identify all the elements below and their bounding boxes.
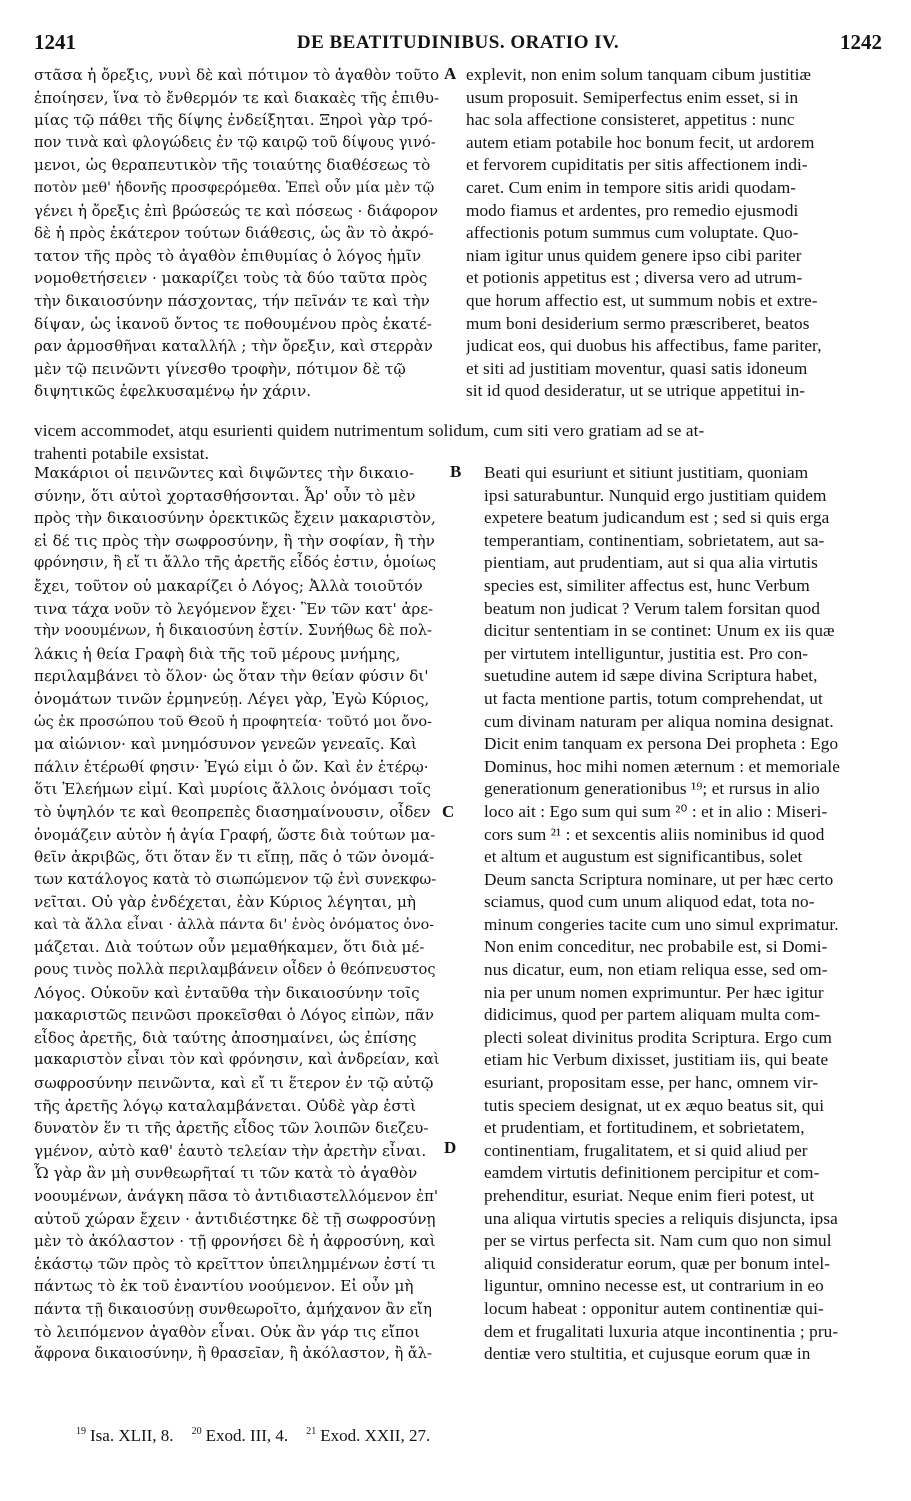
latin-text-line: niam igitur unus quidem genere ipso cibi pariter	[466, 245, 802, 265]
latin-text-line: Dicit enim tanquam ex persona Dei propheta : Ego	[484, 734, 839, 754]
greek-column-bottom	[34, 462, 439, 1366]
greek-text-line: πάλιν ἑτέρωθί φησιν· Ἐγώ εἰμι ὁ ὤν. Καὶ ἐν ἑτέρῳ·	[34, 757, 429, 776]
latin-text-line: cors sum ²¹ : et sexcentis aliis nominibus id quod	[484, 824, 825, 844]
greek-text-line: πρὸς τὴν δικαιοσύνην ὀρεκτικῶς ἔχειν μακαριστὸν,	[34, 509, 436, 528]
latin-text-line: dem et frugalitati luxuria atque incontinentia ; pru-	[484, 1321, 839, 1341]
greek-text-line: ἔχει, τοῦτον οὐ μακαρίζει ὁ Λόγος; Ἀλλὰ τοιοῦτόν	[34, 576, 423, 595]
section-marker-b: B	[450, 462, 462, 481]
greek-text-line: των κατάλογος κατὰ τὸ σιωπώμενον τῷ ἑνὶ συνεκφω-	[34, 870, 437, 888]
greek-text-line: ὡς ἐκ προσώπου τοῦ Θεοῦ ἡ προφητεία· τοῦτό μοι ὄνο-	[34, 713, 432, 730]
greek-text-line: τὴν δικαιοσύνην πάσχοντας, τήν πεῖνάν τε καὶ τὴν	[34, 291, 430, 310]
greek-text-line: πάντως τὸ ἐκ τοῦ ἐναντίου νοούμενον. Εἰ οὖν μὴ	[34, 1277, 414, 1296]
greek-text-line: ὅτι Ἐλεήμων εἰμί. Καὶ μυρίοις ἄλλοις ὀνόμασι τοῖς	[34, 780, 432, 799]
greek-column-top	[34, 64, 439, 403]
latin-text-line: suetudine autem id sæpe divina Scriptura habet,	[484, 666, 818, 686]
latin-text-line: loco ait : Ego sum qui sum ²⁰ : et in alio : Miseri-	[484, 801, 828, 821]
latin-text-line: prehenditur, esuriat. Neque enim fieri potest, ut	[484, 1186, 815, 1205]
latin-text-line: et siti ad justitiam moventur, quasi satis idoneum	[466, 358, 808, 378]
greek-text-line: μίας τῷ πάθει τῆς δίψης ἐνδείξηται. Ξηροὶ γὰρ τρό-	[34, 111, 433, 130]
greek-text-line: ρους τινὸς πολλὰ περιλαμβάνειν οἶδεν ὁ θεόπνευστος	[34, 961, 436, 979]
section-marker-a: A	[444, 64, 457, 83]
latin-text-line: pientiam, aut prudentiam, aut si qua alia virtutis	[484, 553, 818, 573]
greek-text-line: δίψαν, ὡς ἱκανοῦ ὄντος τε ποθουμένου πρὸς ἑκατέ-	[34, 314, 432, 333]
latin-text-line: caret. Cum enim in tempore sitis aridi quodam-	[466, 177, 797, 197]
footnote	[76, 1426, 174, 1445]
latin-text-line: expetere beatum judicandum est ; sed si quis erga	[484, 508, 830, 528]
greek-text-line: Ὧ γὰρ ἂν μὴ συνθεωρῆταί τι τῶν κατὰ τὸ ἀγαθὸν	[34, 1164, 418, 1183]
latin-text-line: Beati qui esuriunt et sitiunt justitiam, quoniam	[484, 463, 809, 482]
greek-text-line: ἄφρονα δικαιοσύνην, ἢ θρασεῖαν, ἢ ἀκόλαστον, ἢ ἄλ-	[34, 1345, 432, 1363]
latin-text-line: una aliqua virtutis species a reliquis disjuncta, ipsa	[484, 1208, 838, 1228]
greek-text-line: σωφροσύνην πεινῶντα, καὶ εἴ τι ἕτερον ἐν τῷ αὐτῷ	[34, 1074, 434, 1093]
greek-text-line: Λόγος. Οὐκοῦν καὶ ἐνταῦθα τὴν δικαιοσύνην τοῖς	[34, 983, 420, 1002]
footnote-number: 21	[306, 1426, 317, 1438]
latin-text-line: didicimus, quod per partem aliquam multa com-	[484, 1005, 821, 1025]
latin-text-line: liguntur, omnino necesse est, ut contrarium in eo	[484, 1276, 824, 1296]
latin-text-line: Non enim conceditur, nec probabile est, si Domi-	[484, 937, 828, 957]
greek-text-line: εἰ δέ τις πρὸς τὴν σωφροσύνην, ἢ τὴν σοφίαν, ἢ τὴν	[34, 531, 435, 550]
latin-text-line: et prudentiam, et fortitudinem, et sobrietatem,	[484, 1118, 805, 1138]
latin-text-line: plecti soleat divinitus prodita Scriptura. Ergo cum	[484, 1027, 832, 1047]
latin-text-line: tutis speciem designat, ut ex æquo beatus sit, qui	[484, 1095, 825, 1115]
greek-text-line: σύνην, ὅτι αὐτοὶ χορτασθήσονται. Ἆρ' οὖν τὸ μὲν	[34, 486, 416, 505]
greek-text-line: αὐτοῦ χώραν ἔχειν · ἀντιδιέστηκε δὲ τῇ σωφροσύνῃ	[34, 1209, 436, 1228]
greek-text-line: μενοι, ὡς θεραπευτικὸν τῆς τοιαύτης διαθέσεως τὸ	[34, 156, 431, 175]
spanning-latin-lines	[34, 420, 884, 465]
latin-text-line: sit id quod desideratur, ut se utrique appetitui in-	[466, 381, 806, 401]
footnotes	[76, 1426, 676, 1446]
greek-text-line: καὶ τὰ ἄλλα εἶναι · ἀλλὰ πάντα δι' ἑνὸς ὀνόματος ὀνο-	[34, 916, 435, 933]
latin-text-line: Dominus, hoc mihi nomen æternum : et memoriale	[484, 756, 840, 776]
greek-text-line: Μακάριοι οἱ πεινῶντες καὶ διψῶντες τὴν δικαιο-	[34, 464, 414, 482]
greek-text-line: δυνατὸν ἕν τι τῆς ἀρετῆς εἶδος τῶν λοιπῶν διεζευ-	[34, 1119, 429, 1138]
greek-text-line: περιλαμβάνει τὸ ὅλον· ὡς ὅταν τὴν θείαν φύσιν δι'	[34, 667, 429, 686]
greek-text-line: μακαριστὸν εἶναι τὸν καὶ φρόνησιν, καὶ ἀνδρείαν, καὶ	[34, 1051, 439, 1069]
latin-text-line: eamdem virtutis definitionem percipitur et com-	[484, 1163, 820, 1183]
latin-text-line: Deum sancta Scriptura nominare, ut per hæc certo	[484, 869, 834, 889]
page-number-right: 1242	[840, 30, 882, 54]
greek-text-line: τινα τάχα νοῦν τὸ λεγόμενον ἔχει· Ἓν τῶν κατ' ἀρε-	[34, 599, 434, 618]
latin-text-line: ut facta mentione partis, totum comprehendat, ut	[484, 688, 823, 708]
latin-text-line: generationum generationibus ¹⁹; et rursus in alio	[484, 779, 820, 799]
footnote-reference: Exod. III, 4.	[205, 1426, 289, 1445]
greek-text-line: τὸ λειπόμενον ἀγαθὸν εἶναι. Οὐκ ἂν γάρ τις εἴποι	[34, 1322, 420, 1341]
greek-text-line: φρόνησιν, ἢ εἴ τι ἄλλο τῆς ἀρετῆς εἶδός ἐστιν, ὁμοίως	[34, 554, 437, 572]
running-title: DE BEATITUDINIBUS. ORATIO IV.	[296, 32, 620, 53]
footnote-reference: Isa. XLII, 8.	[90, 1426, 174, 1445]
latin-text-line: judicat eos, qui duobus his affectibus, fame pariter,	[466, 336, 822, 356]
latin-text-line: minum congeries tacite cum uno simul exprimatur.	[484, 914, 839, 934]
greek-text-line: μὲν τῷ πεινῶντι γίνεσθο τροφὴν, πότιμον δὲ τῷ	[34, 359, 406, 378]
latin-text-line: affectionis potum summus cum voluptate. Quo-	[466, 223, 799, 243]
page-number-left: 1241	[34, 30, 76, 54]
greek-text-line: νομοθετήσειεν · μακαρίζει τοὺς τὰ δύο ταῦτα πρὸς	[34, 269, 428, 288]
latin-text-line: mum boni desiderium sermo præscriberet, beatos	[466, 313, 810, 333]
latin-text-line: temperantiam, continentiam, sobrietatem, aut sa-	[484, 530, 825, 550]
greek-text-line: μὲν τὸ ἀκόλαστον · τῇ φρονήσει δὲ ἡ ἀφροσύνη, καὶ	[34, 1232, 436, 1251]
greek-text-line: λάκις ἡ θεία Γραφὴ διὰ τῆς τοῦ μέρους μνήμης,	[34, 644, 401, 663]
greek-text-line: θεῖν ἀκριβῶς, ὅτι ὅταν ἕν τι εἴπῃ, πᾶς ὁ τῶν ὀνομά-	[34, 848, 435, 867]
latin-text-line: et fervorem cupiditatis per sitis affectionem indi-	[466, 155, 808, 175]
footnote-reference: Exod. XXII, 27.	[320, 1426, 431, 1445]
greek-text-line: δὲ ἡ πρὸς ἑκάτερον τούτων διάθεσις, ὡς ἂν τὸ ἀκρό-	[34, 224, 434, 243]
section-marker-c: C	[442, 802, 455, 821]
greek-text-line: νεῖται. Οὐ γὰρ ἐνδέχεται, ἐὰν Κύριος λέγηται, μὴ	[34, 893, 416, 912]
latin-text-line: vicem accommodet, atqu esurienti quidem nutrimentum solidum, cum siti vero gratiam ad se at-	[34, 421, 705, 440]
latin-text-line: species est, similiter affectus est, hunc Verbum	[484, 575, 810, 595]
greek-text-line: μα αἰώνιον· καὶ μνημόσυνον γενεῶν γενεαῖς. Καὶ	[34, 735, 418, 754]
latin-text-line: esuriant, propositam esse, per hanc, omnem vir-	[484, 1073, 819, 1093]
section-marker-d: D	[444, 1138, 457, 1157]
latin-text-line: trahenti potabile exsistat.	[34, 443, 210, 463]
latin-text-line: et potionis appetitus est ; diversa vero ad utrum-	[466, 268, 803, 288]
latin-text-line: dicitur sententiam in se continet: Unum ex iis quæ	[484, 621, 835, 641]
greek-text-line: ἐποίησεν, ἵνα τὸ ἔνθερμόν τε καὶ διακαὲς τῆς ἐπιθυ-	[34, 88, 439, 107]
greek-text-line: πον τινὰ καὶ φλογώδεις ἐν τῷ καιρῷ τοῦ δίψους γινό-	[34, 133, 436, 151]
greek-text-line: μακαριστῶς πεινῶσι προκεῖσθαι ὁ Λόγος εἰπὼν, πᾶν	[34, 1006, 434, 1025]
latin-text-line: per virtutem intelliguntur, justitia est. Pro con-	[484, 643, 809, 663]
latin-text-line: beatum non judicat ? Verum talem forsitan quod	[484, 598, 821, 618]
greek-text-line: μάζεται. Διὰ τούτων οὖν μεμαθήκαμεν, ὅτι διὰ μέ-	[34, 938, 425, 957]
greek-text-line: ποτὸν μεθ' ἡδονῆς προσφερόμεθα. Ἐπεὶ οὖν μία μὲν τῷ	[34, 179, 435, 196]
footnote-number: 20	[191, 1426, 202, 1438]
greek-text-line: ὀνομάτων τινῶν ἑρμηνεύῃ. Λέγει γὰρ, Ἐγὼ Κύριος,	[34, 689, 430, 708]
latin-text-line: sciamus, quod cum unum aliquod edat, tota no-	[484, 892, 815, 912]
latin-text-line: hac sola affectione consisteret, appetitus : nunc	[466, 110, 795, 130]
greek-text-line: τῆς ἀρετῆς λόγῳ καταλαμβάνεται. Οὐδὲ γὰρ ἐστὶ	[34, 1096, 417, 1115]
latin-text-line: que horum affectio est, ut summum nobis et extre-	[466, 290, 818, 310]
latin-text-line: nus dicatur, eum, non etiam reliqua esse, sed om-	[484, 960, 828, 980]
greek-text-line: ὀνομάζειν αὐτὸν ἡ ἁγία Γραφή, ὥστε διὰ τούτων μα-	[34, 825, 436, 844]
greek-text-line: εἶδος ἀρετῆς, διὰ ταύτης ἀποσημαίνει, ὡς ἐπίσης	[34, 1028, 417, 1047]
greek-text-line: πάντα τῇ δικαιοσύνῃ συνθεωροῖτο, ἀμήχανον ἂν εἴη	[34, 1299, 432, 1318]
latin-text-line: locum habeat : opponitur autem continentiæ qui-	[484, 1298, 824, 1318]
greek-text-line: στᾶσα ἡ ὄρεξις, νυνὶ δὲ καὶ πότιμον τὸ ἀγαθὸν τοῦτο	[34, 66, 439, 84]
latin-text-line: ipsi saturabuntur. Nunquid ergo justitiam quidem	[484, 485, 827, 505]
latin-text-line: per se virtus perfecta sit. Nam cum quo non simul	[484, 1231, 832, 1251]
latin-text-line: etiam hic Verbum dixisset, justitiam iis, qui beate	[484, 1050, 829, 1070]
greek-text-line: τὸ ὑψηλόν τε καὶ θεοπρεπὲς διασημαίνουσιν, οἶδεν	[34, 802, 431, 821]
latin-text-line: dentiæ vero stultitia, et cujusque eorum quæ in	[484, 1344, 811, 1364]
greek-text-line: γμένον, αὐτὸ καθ' ἑαυτὸ τελείαν τὴν ἀρετὴν εἶναι.	[34, 1141, 427, 1160]
footnote	[192, 1426, 289, 1445]
greek-text-line: γένει ἡ ὄρεξις ἐπὶ βρώσεώς τε καὶ πόσεως · διάφορον	[34, 201, 439, 220]
latin-text-line: continentiam, frugalitatem, et si quid aliud per	[484, 1140, 808, 1160]
greek-text-line: νοουμένων, ἀνάγκη πᾶσα τὸ ἀντιδιαστελλόμενον ἐπ'	[34, 1187, 438, 1205]
latin-column-bottom	[484, 462, 884, 1366]
greek-text-line: ραν ἁρμοσθῆναι καταλλήλ ; τὴν ὄρεξιν, καὶ στερρὰν	[34, 337, 433, 356]
latin-text-line: explevit, non enim solum tanquam cibum justitiæ	[466, 65, 812, 84]
latin-text-line: autem etiam potabile hoc bonum fecit, ut ardorem	[466, 132, 815, 152]
greek-text-line: τατον τῆς πρὸς τὸ ἀγαθὸν ἐπιθυμίας ὁ λόγος ἡμῖν	[34, 246, 422, 265]
latin-text-line: et altum et augustum est significantibus, solet	[484, 847, 803, 867]
footnote-number: 19	[76, 1426, 86, 1438]
greek-text-line: διψητικῶς ἐφελκυσαμένῳ ἡν χάριν.	[34, 382, 312, 401]
greek-text-line: τὴν νοουμένων, ἡ δικαιοσύνη ἐστίν. Συνήθως δὲ πολ-	[34, 622, 432, 640]
latin-text-line: modo fiamus et ardentes, pro remedio ejusmodi	[466, 200, 799, 220]
latin-text-line: usum proposuit. Semiperfectus enim esset, si in	[466, 87, 799, 107]
footnote	[306, 1426, 430, 1445]
latin-text-line: aliquid consideratur eorum, quæ per bonum intel-	[484, 1253, 831, 1273]
greek-text-line: ἑκάστῳ τῶν πρὸς τὸ κρεῖττον ὑπειλημμένων ἐστί τι	[34, 1254, 436, 1273]
latin-column-top	[466, 64, 884, 403]
latin-text-line: cum divinam naturam per aliqua nomina designat.	[484, 711, 834, 731]
page-header	[34, 30, 882, 58]
latin-text-line: nia per unum nomen exprimuntur. Per hæc igitur	[484, 982, 824, 1002]
